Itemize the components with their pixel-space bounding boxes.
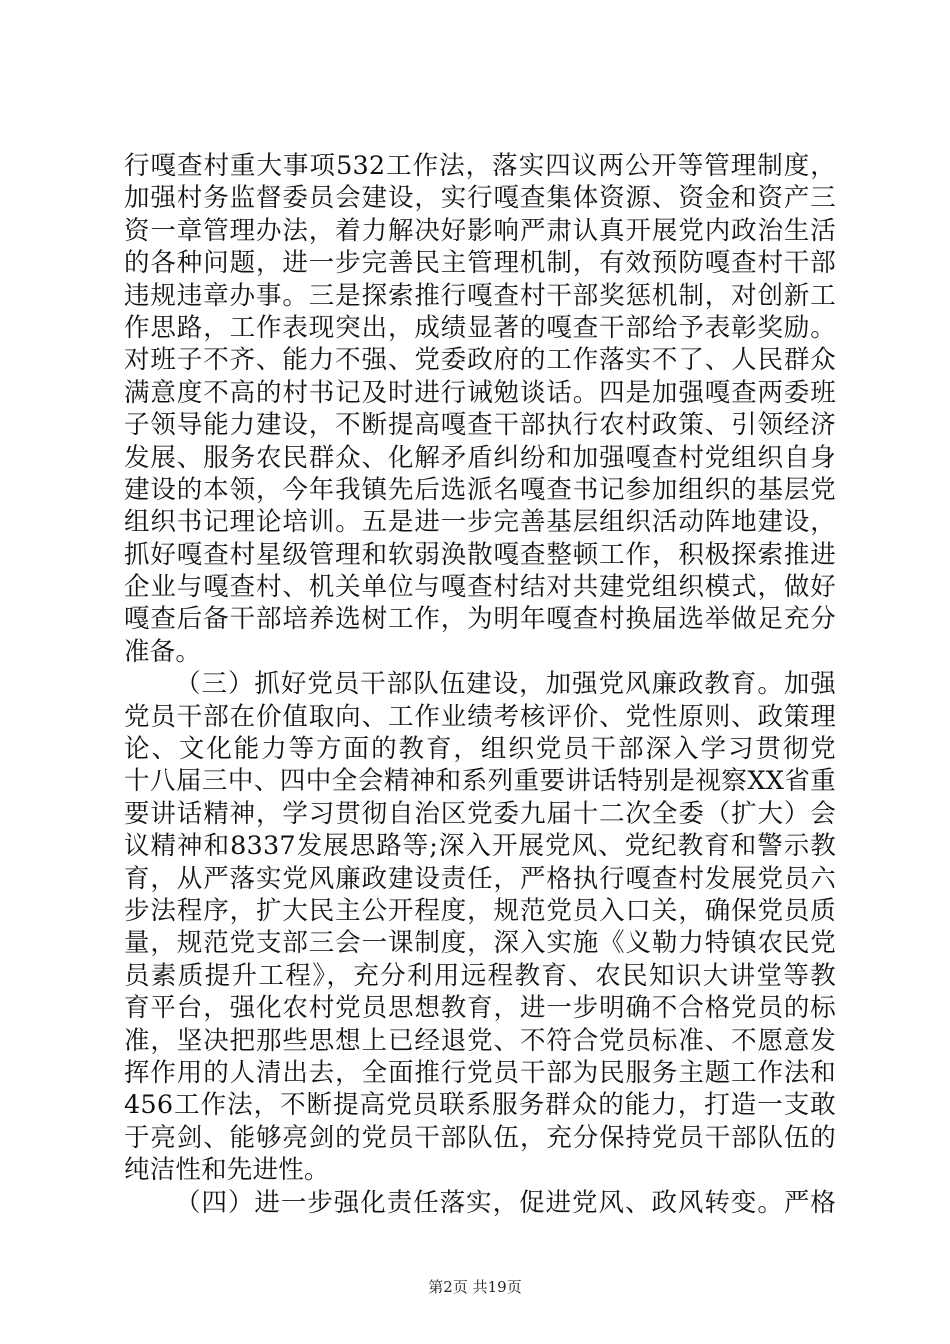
text-line: 挥作用的人清出去，全面推行党员干部为民服务主题工作法和 xyxy=(124,1057,836,1088)
section-heading-line: （三）抓好党员干部队伍建设，加强党风廉政教育。加强 xyxy=(175,669,836,700)
text-line: 纯洁性和先进性。 xyxy=(124,1155,330,1186)
text-line: 企业与嘎查村、机关单位与嘎查村结对共建党组织模式，做好 xyxy=(124,572,836,603)
text-line: 加强村务监督委员会建设，实行嘎查集体资源、资金和资产三 xyxy=(124,183,836,214)
text-line: 于亮剑、能够亮剑的党员干部队伍，充分保持党员干部队伍的 xyxy=(124,1122,836,1153)
text-line: 子领导能力建设，不断提高嘎查干部执行农村政策、引领经济 xyxy=(124,410,836,441)
text-line: 组织书记理论培训。五是进一步完善基层组织活动阵地建设， xyxy=(124,507,836,538)
text-line: 嘎查后备干部培养选树工作，为明年嘎查村换届选举做足充分 xyxy=(124,604,836,635)
text-line: 违规违章办事。三是探索推行嘎查村干部奖惩机制，对创新工 xyxy=(124,280,836,311)
text-line: 456工作法，不断提高党员联系服务群众的能力，打造一支敢 xyxy=(124,1090,836,1121)
text-line: 发展、服务农民群众、化解矛盾纠纷和加强嘎查村党组织自身 xyxy=(124,442,836,473)
text-line: 准备。 xyxy=(124,636,202,667)
text-line: 作思路，工作表现突出，成绩显著的嘎查干部给予表彰奖励。 xyxy=(124,312,836,343)
section-heading-line: （四）进一步强化责任落实，促进党风、政风转变。严格 xyxy=(175,1187,836,1218)
body-text xyxy=(124,150,836,1219)
page-footer: 第2页 共19页 xyxy=(428,1278,522,1296)
text-line: 步法程序，扩大民主公开程度，规范党员入口关，确保党员质 xyxy=(124,895,836,926)
text-line: 建设的本领，今年我镇先后选派名嘎查书记参加组织的基层党 xyxy=(124,474,836,505)
text-line: 的各种问题，进一步完善民主管理机制，有效预防嘎查村干部 xyxy=(124,248,836,279)
text-line: 要讲话精神，学习贯彻自治区党委九届十二次全委（扩大）会 xyxy=(124,798,836,829)
text-line: 议精神和8337发展思路等;深入开展党风、党纪教育和警示教 xyxy=(124,831,836,862)
text-line: 准，坚决把那些思想上已经退党、不符合党员标准、不愿意发 xyxy=(124,1025,836,1056)
text-line: 满意度不高的村书记及时进行诫勉谈话。四是加强嘎查两委班 xyxy=(124,377,836,408)
text-line: 育平台，强化农村党员思想教育，进一步明确不合格党员的标 xyxy=(124,993,836,1024)
text-line: 党员干部在价值取向、工作业绩考核评价、党性原则、政策理 xyxy=(124,701,836,732)
text-line: 论、文化能力等方面的教育，组织党员干部深入学习贯彻党 xyxy=(124,734,836,765)
text-line: 量，规范党支部三会一课制度，深入实施《义勒力特镇农民党 xyxy=(124,928,836,959)
text-line: 员素质提升工程》，充分利用远程教育、农民知识大讲堂等教 xyxy=(124,960,836,991)
text-line: 资一章管理办法，着力解决好影响严肃认真开展党内政治生活 xyxy=(124,215,836,246)
text-line: 抓好嘎查村星级管理和软弱涣散嘎查整顿工作，积极探索推进 xyxy=(124,539,836,570)
text-line: 十八届三中、四中全会精神和系列重要讲话特别是视察XX省重 xyxy=(124,766,836,797)
text-line: 行嘎查村重大事项532工作法，落实四议两公开等管理制度， xyxy=(124,151,836,181)
text-line: 育，从严落实党风廉政建设责任，严格执行嘎查村发展党员六 xyxy=(124,863,836,894)
text-line: 对班子不齐、能力不强、党委政府的工作落实不了、人民群众 xyxy=(124,345,836,376)
